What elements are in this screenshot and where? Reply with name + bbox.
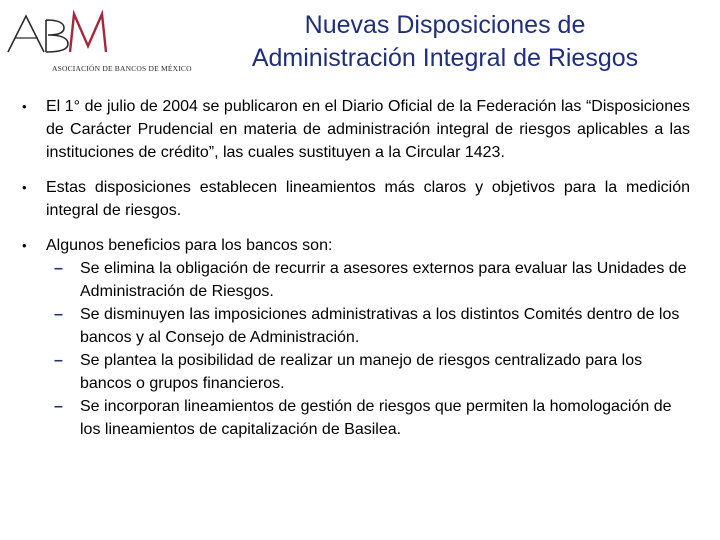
sub-bullet-text: Se elimina la obligación de recurrir a asesores externos para evaluar las Unidades de Administración de Riesgos. (80, 260, 687, 300)
dash-marker: – (54, 306, 63, 323)
sub-bullet-item (44, 349, 690, 395)
sub-bullet-item (44, 395, 690, 441)
abm-logo (2, 8, 202, 73)
bullet-marker: • (22, 238, 27, 253)
sub-bullet-text: Se incorporan lineamientos de gestión de riesgos que permiten la homologación de los lineamientos de capitalización de Basilea. (80, 398, 672, 438)
bullet-marker: • (22, 180, 27, 195)
page-title (200, 9, 690, 75)
dash-marker: – (54, 260, 63, 277)
dash-marker: – (54, 398, 63, 415)
bullet-item (22, 234, 690, 257)
bullet-text: Algunos beneficios para los bancos son: (46, 237, 333, 254)
bullet-item (22, 95, 690, 164)
bullet-list (22, 95, 690, 441)
bullet-marker: • (22, 99, 27, 114)
title-line-1: Nuevas Disposiciones de (304, 11, 586, 39)
bullet-item (22, 176, 690, 222)
logo-caption: ASOCIACIÓN DE BANCOS DE MÉXICO (52, 64, 192, 73)
sub-bullet-text: Se plantea la posibilidad de realizar un manejo de riesgos centralizado para los bancos o grupos financieros. (80, 352, 643, 392)
sub-bullet-item (44, 257, 690, 303)
sub-bullet-item (44, 303, 690, 349)
sub-bullet-list (22, 257, 690, 441)
bullet-text: Estas disposiciones establecen lineamientos más claros y objetivos para la medición integral de riesgos. (46, 179, 690, 219)
title-line-2: Administración Integral de Riesgos (251, 44, 639, 72)
dash-marker: – (54, 352, 63, 369)
bullet-text: El 1° de julio de 2004 se publicaron en el Diario Oficial de la Federación las “Disposiciones de Carácter Prudencial en materia de administración integral de riesgos aplicables a las instituciones de crédito”, las cuales sustituyen a la Circular 1423. (46, 98, 690, 161)
abm-logo-mark (2, 8, 202, 70)
sub-bullet-text: Se disminuyen las imposiciones administrativas a los distintos Comités dentro de los bancos y al Consejo de Administración. (80, 306, 680, 346)
